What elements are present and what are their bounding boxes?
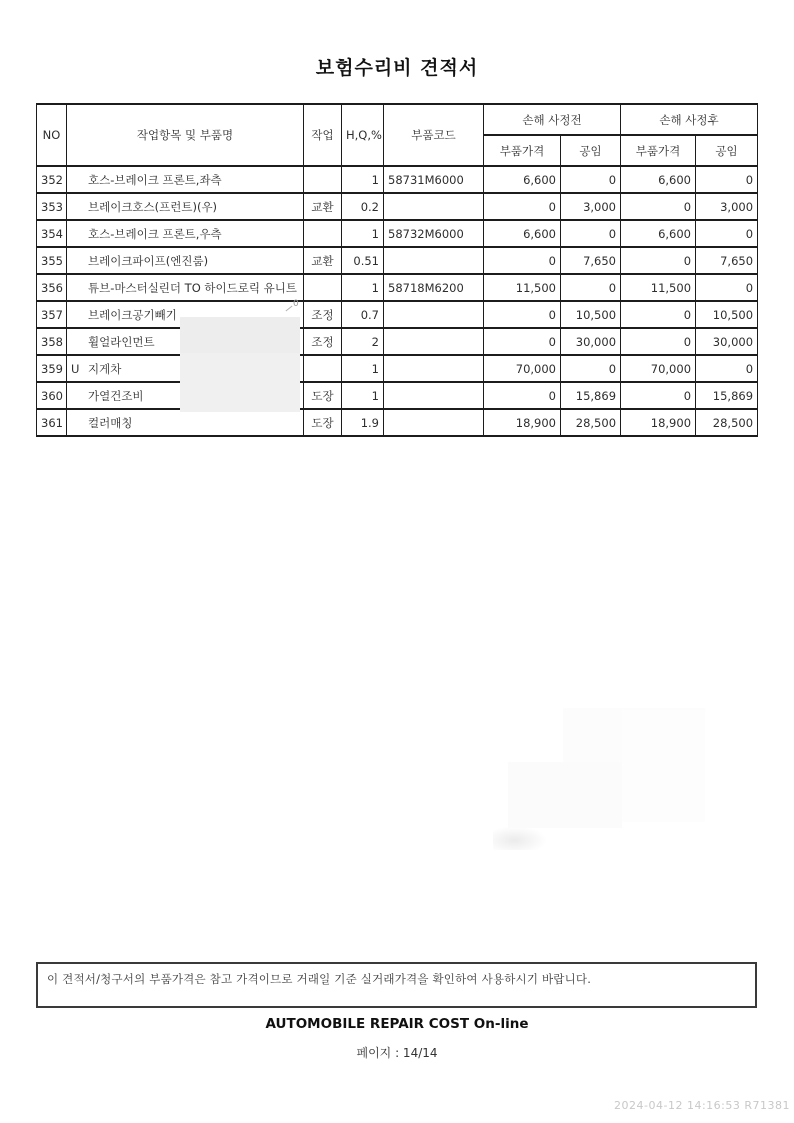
after-price-cell: 0	[621, 193, 696, 220]
before-labor-cell: 3,000	[561, 193, 621, 220]
work-type-cell: 도장	[304, 409, 342, 436]
before-price-cell: 6,600	[484, 166, 561, 193]
item-name-cell	[67, 247, 304, 274]
print-timestamp: 2024-04-12 14:16:53 R71381	[614, 1099, 790, 1112]
redacted-area	[180, 317, 300, 412]
scan-artifact: 0	[293, 299, 299, 309]
after-labor-cell: 0	[696, 274, 758, 301]
item-name: 지게차	[88, 361, 122, 376]
table-row	[37, 274, 758, 301]
hq-value-cell: 0.51	[342, 247, 384, 274]
item-name: 브레이크공기빼기	[88, 307, 177, 322]
after-labor-cell: 30,000	[696, 328, 758, 355]
item-name: 브레이크파이프(엔진룸)	[88, 253, 209, 268]
hq-value-cell: 1	[342, 220, 384, 247]
row-number: 359	[37, 355, 67, 382]
before-price-cell: 0	[484, 193, 561, 220]
before-labor-cell: 0	[561, 274, 621, 301]
after-price-cell: 0	[621, 247, 696, 274]
hq-value-cell: 0.2	[342, 193, 384, 220]
after-labor-cell: 0	[696, 355, 758, 382]
item-name-cell	[67, 166, 304, 193]
item-name-cell	[67, 220, 304, 247]
work-type-cell	[304, 166, 342, 193]
item-name-cell	[67, 409, 304, 436]
item-name: 튜브-마스터실린더 TO 하이드로릭 유니트	[88, 280, 297, 295]
part-code-cell	[384, 193, 484, 220]
before-price-cell: 11,500	[484, 274, 561, 301]
after-price-cell: 0	[621, 328, 696, 355]
after-labor-cell: 15,869	[696, 382, 758, 409]
after-labor-cell: 28,500	[696, 409, 758, 436]
after-price-cell: 18,900	[621, 409, 696, 436]
before-labor-cell: 15,869	[561, 382, 621, 409]
before-price-cell: 70,000	[484, 355, 561, 382]
part-code-cell	[384, 301, 484, 328]
item-name: 호스-브레이크 프론트,우측	[88, 226, 222, 241]
item-name: 휠얼라인먼트	[88, 334, 155, 349]
table-header	[37, 104, 758, 166]
header-before-assessment: 손해 사정전	[484, 104, 621, 135]
table-row	[37, 220, 758, 247]
part-code-cell	[384, 382, 484, 409]
header-no: NO	[37, 104, 67, 166]
before-labor-cell: 28,500	[561, 409, 621, 436]
work-type-cell	[304, 274, 342, 301]
item-name-cell	[67, 274, 304, 301]
table-row	[37, 301, 758, 328]
part-code-cell	[384, 247, 484, 274]
after-price-cell: 6,600	[621, 220, 696, 247]
estimate-rows	[37, 166, 758, 436]
item-name-cell	[67, 193, 304, 220]
work-type-cell: 조정	[304, 328, 342, 355]
part-code-cell: 58732M6000	[384, 220, 484, 247]
hq-value-cell: 1	[342, 382, 384, 409]
row-number: 360	[37, 382, 67, 409]
notice-box	[36, 962, 757, 1008]
item-name: 브레이크호스(프런트)(우)	[88, 199, 218, 214]
work-type-cell	[304, 220, 342, 247]
part-code-cell	[384, 409, 484, 436]
row-number: 358	[37, 328, 67, 355]
hq-value-cell: 2	[342, 328, 384, 355]
before-labor-cell: 7,650	[561, 247, 621, 274]
header-part-code: 부품코드	[384, 104, 484, 166]
before-labor-cell: 10,500	[561, 301, 621, 328]
table-row	[37, 328, 758, 355]
row-number: 356	[37, 274, 67, 301]
scan-smudge	[493, 826, 547, 850]
table-row	[37, 193, 758, 220]
before-price-cell: 6,600	[484, 220, 561, 247]
header-work: 작업	[304, 104, 342, 166]
header-item: 작업항목 및 부품명	[67, 104, 304, 166]
hq-value-cell: 0.7	[342, 301, 384, 328]
part-code-cell	[384, 328, 484, 355]
header-after-price: 부품가격	[621, 135, 696, 166]
work-type-cell: 조정	[304, 301, 342, 328]
hq-value-cell: 1	[342, 274, 384, 301]
footer-brand: AUTOMOBILE REPAIR COST On-line	[265, 1016, 529, 1032]
after-labor-cell: 3,000	[696, 193, 758, 220]
hq-value-cell: 1	[342, 355, 384, 382]
header-before-price: 부품가격	[484, 135, 561, 166]
header-after-assessment: 손해 사정후	[621, 104, 758, 135]
table-row	[37, 382, 758, 409]
row-number: 355	[37, 247, 67, 274]
header-after-labor: 공임	[696, 135, 758, 166]
after-price-cell: 0	[621, 301, 696, 328]
row-number: 352	[37, 166, 67, 193]
estimate-table	[36, 103, 758, 437]
item-prefix: U	[71, 361, 80, 376]
row-number: 357	[37, 301, 67, 328]
work-type-cell: 교환	[304, 193, 342, 220]
part-code-cell	[384, 355, 484, 382]
table-row	[37, 355, 758, 382]
row-number: 354	[37, 220, 67, 247]
before-price-cell: 0	[484, 328, 561, 355]
after-labor-cell: 7,650	[696, 247, 758, 274]
after-price-cell: 70,000	[621, 355, 696, 382]
row-number: 361	[37, 409, 67, 436]
before-price-cell: 0	[484, 247, 561, 274]
before-price-cell: 18,900	[484, 409, 561, 436]
hq-value-cell: 1.9	[342, 409, 384, 436]
after-price-cell: 6,600	[621, 166, 696, 193]
after-price-cell: 0	[621, 382, 696, 409]
header-before-labor: 공임	[561, 135, 621, 166]
after-labor-cell: 0	[696, 220, 758, 247]
before-labor-cell: 0	[561, 166, 621, 193]
before-labor-cell: 0	[561, 355, 621, 382]
item-name: 가열건조비	[88, 388, 144, 403]
row-number: 353	[37, 193, 67, 220]
before-labor-cell: 30,000	[561, 328, 621, 355]
part-code-cell: 58731M6000	[384, 166, 484, 193]
notice-text: 이 견적서/청구서의 부품가격은 참고 가격이므로 거래일 기준 실거래가격을 확인하여 사용하시기 바랍니다.	[47, 972, 592, 986]
item-name: 호스-브레이크 프론트,좌측	[88, 172, 222, 187]
before-price-cell: 0	[484, 382, 561, 409]
part-code-cell: 58718M6200	[384, 274, 484, 301]
table-row	[37, 247, 758, 274]
page-indicator: 페이지 : 14/14	[356, 1046, 438, 1060]
before-labor-cell: 0	[561, 220, 621, 247]
work-type-cell	[304, 355, 342, 382]
header-hq: H,Q,%	[342, 104, 384, 166]
table-row	[37, 166, 758, 193]
before-price-cell: 0	[484, 301, 561, 328]
document-title: 보험수리비 견적서	[315, 57, 479, 79]
work-type-cell: 교환	[304, 247, 342, 274]
table-row	[37, 409, 758, 436]
watermark-patch	[622, 710, 705, 822]
after-labor-cell: 10,500	[696, 301, 758, 328]
item-name: 컬러매칭	[88, 415, 133, 430]
after-labor-cell: 0	[696, 166, 758, 193]
watermark-patch	[508, 762, 622, 828]
hq-value-cell: 1	[342, 166, 384, 193]
work-type-cell: 도장	[304, 382, 342, 409]
after-price-cell: 11,500	[621, 274, 696, 301]
